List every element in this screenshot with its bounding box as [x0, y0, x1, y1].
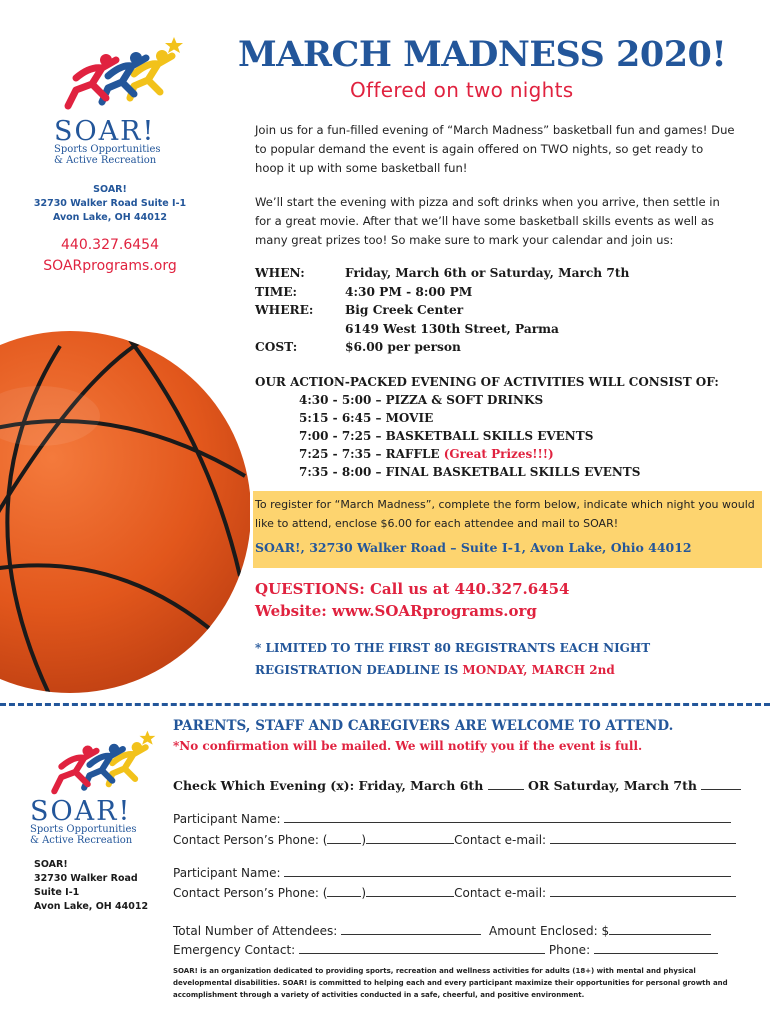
limit-notice: * LIMITED TO THE FIRST 80 REGISTRANTS EACH NIGHT: [255, 641, 651, 655]
raffle-note: (Great Prizes!!!): [443, 447, 554, 461]
contact-email-label: Contact e-mail:: [454, 886, 547, 900]
page-title: MARCH MADNESS 2020!: [238, 34, 727, 75]
logo-bottom: [30, 728, 170, 848]
time-value: 4:30 PM - 8:00 PM: [345, 284, 473, 299]
contact-1-row: [173, 831, 736, 847]
when-value: Friday, March 6th or Saturday, March 7th: [345, 266, 630, 280]
intro-paragraph-1: Join us for a fun-filled evening of “March Madness” basketball fun and games! Due to popular demand the event is again offered on TWO nights, so get ready to hoop it up with some basketball fun!: [255, 123, 735, 175]
contact-email-label: Contact e-mail:: [454, 833, 547, 847]
schedule-heading: OUR ACTION-PACKED EVENING OF ACTIVITIES WILL CONSIST OF:: [255, 375, 719, 389]
basketball-image: [0, 326, 250, 698]
paren-close: ): [361, 833, 367, 847]
logo-tagline-1: Sports Opportunities: [30, 824, 137, 835]
emergency-contact-field[interactable]: [299, 941, 545, 954]
contact-phone-label: Contact Person’s Phone: (: [173, 886, 328, 900]
no-confirmation-note: *No confirmation will be mailed. We will notify you if the event is full.: [173, 739, 643, 753]
contact-2-row: [173, 884, 736, 900]
emergency-phone-label: Phone:: [548, 943, 591, 957]
parents-welcome: PARENTS, STAFF AND CAREGIVERS ARE WELCOME TO ATTEND.: [173, 718, 674, 734]
saturday-checkbox[interactable]: [701, 777, 741, 790]
participant-name-label: Participant Name:: [173, 812, 281, 826]
saturday-label: OR Saturday, March 7th: [528, 778, 697, 793]
cost-label: COST:: [255, 340, 298, 354]
questions-line: QUESTIONS: Call us at 440.327.6454: [255, 580, 570, 598]
time-label: TIME:: [255, 284, 298, 299]
logo-wordmark: SOAR!: [30, 796, 132, 827]
schedule-item: 4:30 - 5:00 – PIZZA & SOFT DRINKS: [299, 393, 544, 407]
paren-close: ): [361, 886, 367, 900]
schedule-list: [299, 391, 640, 481]
org-website: SOARprograms.org: [43, 258, 177, 274]
logo-tagline-2: & Active Recreation: [54, 155, 157, 166]
cut-line-divider: [0, 703, 770, 706]
phone-field[interactable]: [366, 831, 454, 844]
logo-tagline-1: Sports Opportunities: [54, 144, 161, 155]
soar-runners-icon: [50, 34, 190, 116]
participant-1-row: [173, 810, 731, 826]
org-address-line-1: 32730 Walker Road Suite I-1: [33, 198, 187, 209]
bottom-address-line-2: Suite I-1: [34, 887, 80, 898]
participant-2-row: [173, 864, 731, 880]
bottom-address-line-3: Avon Lake, OH 44012: [34, 901, 149, 912]
emergency-contact-label: Emergency Contact:: [173, 943, 296, 957]
evening-selection: [173, 777, 741, 793]
bottom-org-name: SOAR!: [34, 859, 68, 870]
bottom-address-block: [34, 858, 148, 914]
soar-runners-icon: [30, 728, 170, 800]
org-address-line-2: Avon Lake, OH 44012: [52, 212, 168, 223]
friday-checkbox[interactable]: [488, 777, 524, 790]
phone-field[interactable]: [366, 884, 454, 897]
org-name: SOAR!: [93, 184, 127, 195]
totals-row: [173, 922, 711, 938]
contact-phone-label: Contact Person’s Phone: (: [173, 833, 328, 847]
participant-name-field[interactable]: [284, 864, 731, 877]
logo-tagline-2: & Active Recreation: [30, 835, 133, 846]
total-attendees-label: Total Number of Attendees:: [173, 924, 338, 938]
bottom-address-line-1: 32730 Walker Road: [34, 873, 138, 884]
schedule-item: 5:15 - 6:45 – MOVIE: [299, 411, 434, 425]
amount-enclosed-label: Amount Enclosed: $: [488, 924, 610, 938]
email-field[interactable]: [550, 884, 736, 897]
amount-enclosed-field[interactable]: [609, 922, 711, 935]
where-address: 6149 West 130th Street, Parma: [345, 321, 559, 336]
website-line: Website: www.SOARprograms.org: [255, 602, 537, 620]
schedule-item: 7:00 - 7:25 – BASKETBALL SKILLS EVENTS: [299, 429, 594, 443]
participant-name-label: Participant Name:: [173, 866, 281, 880]
where-label: WHERE:: [255, 303, 314, 317]
schedule-item: 7:25 - 7:35 – RAFFLE: [299, 447, 440, 461]
registration-address: SOAR!, 32730 Walker Road – Suite I-1, Avon Lake, Ohio 44012: [255, 540, 692, 555]
event-details: [255, 264, 629, 357]
deadline-prefix: REGISTRATION DEADLINE IS: [255, 663, 463, 677]
where-value: Big Creek Center: [345, 303, 464, 317]
registration-instructions: To register for “March Madness”, complete the form below, indicate which night you would like to attend, enclose $6.00 for each attendee and mail to SOAR!: [255, 498, 755, 530]
cost-value: $6.00 per person: [345, 340, 461, 354]
email-field[interactable]: [550, 831, 736, 844]
org-phone: 440.327.6454: [61, 237, 159, 253]
emergency-phone-field[interactable]: [594, 941, 718, 954]
area-code-field[interactable]: [327, 884, 361, 897]
friday-label: Check Which Evening (x): Friday, March 6th: [173, 778, 484, 793]
registration-box: [253, 491, 762, 568]
participant-name-field[interactable]: [284, 810, 731, 823]
area-code-field[interactable]: [327, 831, 361, 844]
org-address-block: [30, 183, 190, 225]
deadline-notice: [255, 659, 615, 681]
when-label: WHEN:: [255, 266, 305, 280]
schedule-item: 7:35 - 8:00 – FINAL BASKETBALL SKILLS EVENTS: [299, 465, 641, 479]
organization-footer: SOAR! is an organization dedicated to providing sports, recreation and wellness activities for adults (18+) with mental and physical developmental disabilities. SOAR! is committed to helping each and every participant maximize their opportunities for personal growth and accomplishment through a variety of activities conducted in a safe, cheerful, and positive environment.: [173, 967, 728, 999]
intro-paragraph-2: We’ll start the evening with pizza and soft drinks when you arrive, then settle in for a great movie. After that we’ll have some basketball skills events as well as many great prizes too! So make sure to mark your calendar and join us:: [255, 195, 720, 247]
logo-wordmark: SOAR!: [54, 116, 156, 147]
deadline-date: MONDAY, MARCH 2nd: [462, 663, 615, 677]
logo-top: [50, 34, 190, 164]
page-subtitle: Offered on two nights: [350, 78, 574, 102]
emergency-row: [173, 941, 718, 957]
total-attendees-field[interactable]: [341, 922, 481, 935]
